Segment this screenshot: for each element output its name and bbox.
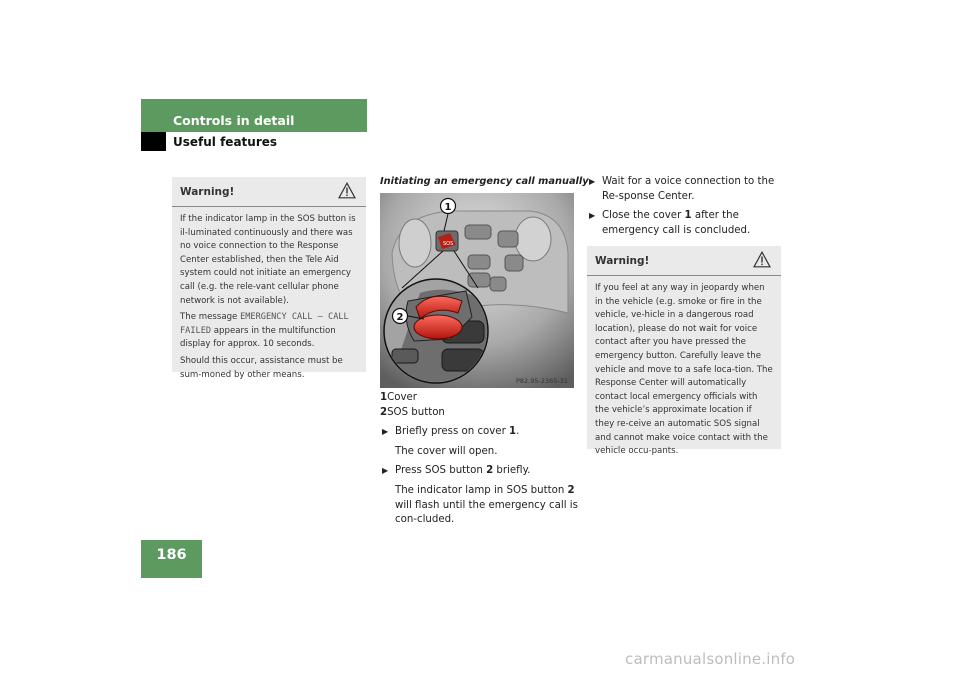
step-text: Close the cover xyxy=(602,210,685,222)
warning-title: Warning! xyxy=(180,186,235,198)
legend-item xyxy=(380,406,580,421)
step-result: The cover will open. xyxy=(395,445,498,457)
step-text: . xyxy=(516,426,520,438)
bullet-arrow-icon: ▶ xyxy=(382,466,389,476)
step-result xyxy=(380,484,580,528)
header-marker xyxy=(141,132,166,151)
display-message: EMERGENCY CALL – CALL FAILED xyxy=(180,312,349,336)
warning-box-left xyxy=(172,177,366,380)
instruction-step xyxy=(380,464,580,479)
instruction-step xyxy=(587,175,787,204)
step-text: The indicator lamp in SOS button xyxy=(395,484,568,496)
instruction-step xyxy=(587,209,787,238)
step-ref: 1 xyxy=(684,210,692,222)
warning-title: Warning! xyxy=(595,255,650,267)
warning-header xyxy=(587,246,781,276)
overhead-console-illustration xyxy=(380,193,574,388)
step-text: Briefly press on cover xyxy=(395,426,509,438)
step-text: will flash until the emergency call is con-cluded. xyxy=(395,499,578,526)
warning-text: The message xyxy=(180,312,241,323)
warning-paragraph xyxy=(180,311,358,352)
figure-code: P82.95-2365-31 xyxy=(515,377,568,385)
warning-paragraph: Should this occur, assistance must be sum-moned by other means. xyxy=(180,355,343,380)
warning-triangle-icon xyxy=(338,182,356,199)
warning-triangle-icon xyxy=(753,251,771,268)
warning-header xyxy=(172,177,366,207)
sos-label-small: SOS xyxy=(443,241,454,247)
warning-text: appears in the multifunction display for approx. 10 seconds. xyxy=(180,325,336,350)
warning-paragraph: If the indicator lamp in the SOS button is il-luminated continuously and there was no voice connection to the Response Center established, then the Tele Aid system could not initiate an emergency call (e.g. the rele-vant cellular phone network is not available). xyxy=(180,214,356,306)
bullet-arrow-icon: ▶ xyxy=(589,211,596,221)
callout-2: 2 xyxy=(396,312,404,323)
step-text: after the emergency call is concluded. xyxy=(602,210,751,236)
legend-number: 1 xyxy=(380,392,388,403)
step-text: briefly. xyxy=(493,465,531,477)
step-text: Wait for a voice connection to the Re-sponse Center. xyxy=(602,176,775,202)
middle-column xyxy=(380,391,580,528)
warning-box-right xyxy=(587,246,781,457)
step-ref: 1 xyxy=(509,426,517,438)
legend-label: Cover xyxy=(387,392,417,403)
warning-body xyxy=(587,276,781,459)
step-ref: 2 xyxy=(486,465,494,477)
warning-paragraph: If you feel at any way in jeopardy when in the vehicle (e.g. smoke or fire in the vehicle, ve-hicle in a dangerous road location), please do not wait for voice contact after you have pressed the emergency button. Carefully leave the vehicle and move to a safe loca-tion. The Response Center will automatically contact local emergency officials with the vehicle’s approximate location if they re-ceive an automatic SOS signal and cannot make voice contact with the vehicle occu-pants. xyxy=(595,283,773,457)
chapter-title: Controls in detail xyxy=(173,113,295,128)
watermark: carmanualsonline.info xyxy=(625,650,796,668)
step-text: Press SOS button xyxy=(395,465,487,477)
bullet-arrow-icon: ▶ xyxy=(589,177,596,186)
section-subtitle: Useful features xyxy=(173,135,278,149)
page-number: 186 xyxy=(156,547,187,563)
legend-item xyxy=(380,391,580,406)
legend-label: SOS button xyxy=(387,406,445,418)
bullet-arrow-icon: ▶ xyxy=(382,427,389,437)
right-column xyxy=(587,175,787,238)
page-number-box xyxy=(141,540,202,578)
sos-button-figure xyxy=(380,193,574,388)
step-ref: 2 xyxy=(567,484,575,496)
callout-1: 1 xyxy=(444,202,452,213)
section-heading: Initiating an emergency call manually xyxy=(380,176,589,187)
instruction-step xyxy=(380,425,580,440)
legend-number: 2 xyxy=(380,406,388,418)
warning-body xyxy=(172,207,366,382)
